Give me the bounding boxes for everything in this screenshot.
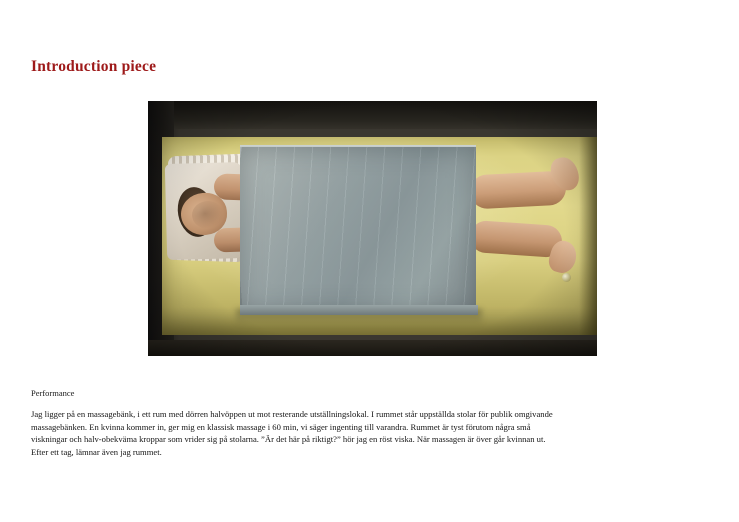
leg-lower	[469, 220, 563, 258]
towel-edge-bottom	[240, 305, 478, 315]
page-title: Introduction piece	[31, 58, 157, 76]
face-shadow	[192, 201, 224, 229]
bench-knob	[562, 273, 571, 282]
towel	[240, 147, 476, 313]
body-paragraph: Jag ligger på en massagebänk, i ett rum med dörren halvöppen ut mot resterande utställningslokal. I rummet står uppställda stolar för publik omgivande massagebänken. En kvinna kommer in, ger mig en klassisk massage i 60 min, vi säger ingenting till varandra. Rummet är tyst förutom några små viskningar och halv-obekväma kroppar som vrider sig på stolarna. ”Är det här på riktigt?” hör jag en röst viska. När massagen är över går kvinnan ut. Efter ett tag, lämnar även jag rummet.	[31, 409, 553, 458]
photo-scene	[148, 101, 597, 356]
photo-background-bottom	[148, 340, 597, 356]
figure-performance-photo	[148, 101, 597, 356]
figure-caption: Performance	[31, 388, 75, 398]
body-text	[31, 408, 561, 459]
bench-edge	[579, 137, 597, 335]
photo-background-top	[148, 101, 597, 129]
towel-folds	[240, 147, 476, 313]
